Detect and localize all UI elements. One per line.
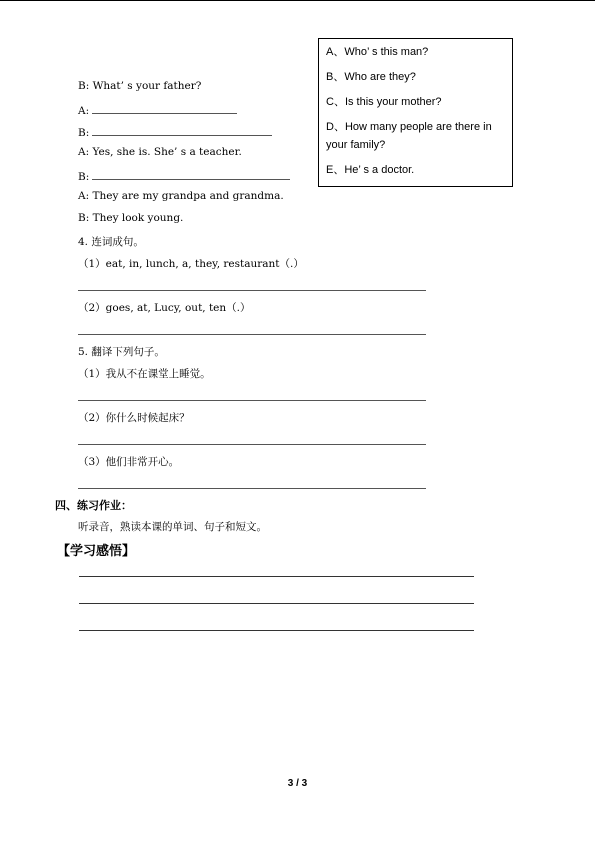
answer-line[interactable]	[78, 334, 426, 335]
option-b: B、Who are they?	[326, 71, 416, 83]
option-e: E、He’ s a doctor.	[326, 164, 415, 176]
homework-title: 四、练习作业：	[55, 499, 132, 512]
option-a: A、Who’ s this man?	[326, 46, 429, 58]
dialogue-line-1	[78, 80, 201, 92]
reflection-line[interactable]	[79, 630, 474, 631]
answer-blank[interactable]	[92, 168, 290, 180]
section-4-question-2: （2）goes, at, Lucy, out, ten（.）	[78, 302, 251, 314]
answer-line[interactable]	[78, 290, 426, 291]
dialogue-text: A: They are my grandpa and grandma.	[78, 190, 284, 202]
option-d-continued: your family?	[326, 139, 386, 151]
answer-blank[interactable]	[92, 124, 272, 136]
dialogue-line-7	[78, 212, 183, 224]
dialogue-line-6	[78, 190, 284, 202]
dialogue-text: A: Yes, she is. She’ s a teacher.	[78, 146, 242, 158]
section-4-question-1: （1）eat, in, lunch, a, they, restaurant（.）	[78, 258, 304, 270]
reflection-line[interactable]	[79, 576, 474, 577]
dialogue-text: B: They look young.	[78, 212, 184, 224]
option-d: D、How many people are there in	[326, 121, 492, 133]
section-5-question-1: （1）我从不在课堂上睡觉。	[78, 368, 211, 380]
reflection-line[interactable]	[79, 603, 474, 604]
answer-line[interactable]	[78, 488, 426, 489]
dialogue-line-5	[78, 168, 290, 183]
dialogue-line-2	[78, 102, 237, 117]
dialogue-line-4	[78, 146, 242, 158]
page-number: 3 / 3	[287, 778, 308, 789]
options-box	[318, 38, 513, 187]
reflection-title: 【学习感悟】	[57, 544, 136, 559]
section-5-question-3: （3）他们非常开心。	[78, 456, 180, 468]
dialogue-text: B: What’ s your father?	[78, 80, 202, 92]
homework-body: 听录音，熟读本课的单词、句子和短文。	[78, 521, 267, 533]
dialogue-line-3	[78, 124, 272, 139]
section-4-title: 4. 连词成句。	[78, 236, 144, 248]
answer-line[interactable]	[78, 400, 426, 401]
dialogue-speaker: B:	[78, 171, 90, 183]
section-5-title: 5. 翻译下列句子。	[78, 346, 165, 358]
option-c: C、Is this your mother?	[326, 96, 442, 108]
dialogue-speaker: A:	[78, 105, 90, 117]
section-5-question-2: （2）你什么时候起床？	[78, 412, 190, 424]
answer-blank[interactable]	[92, 102, 237, 114]
top-rule	[0, 0, 595, 1]
dialogue-speaker: B:	[78, 127, 90, 139]
answer-line[interactable]	[78, 444, 426, 445]
